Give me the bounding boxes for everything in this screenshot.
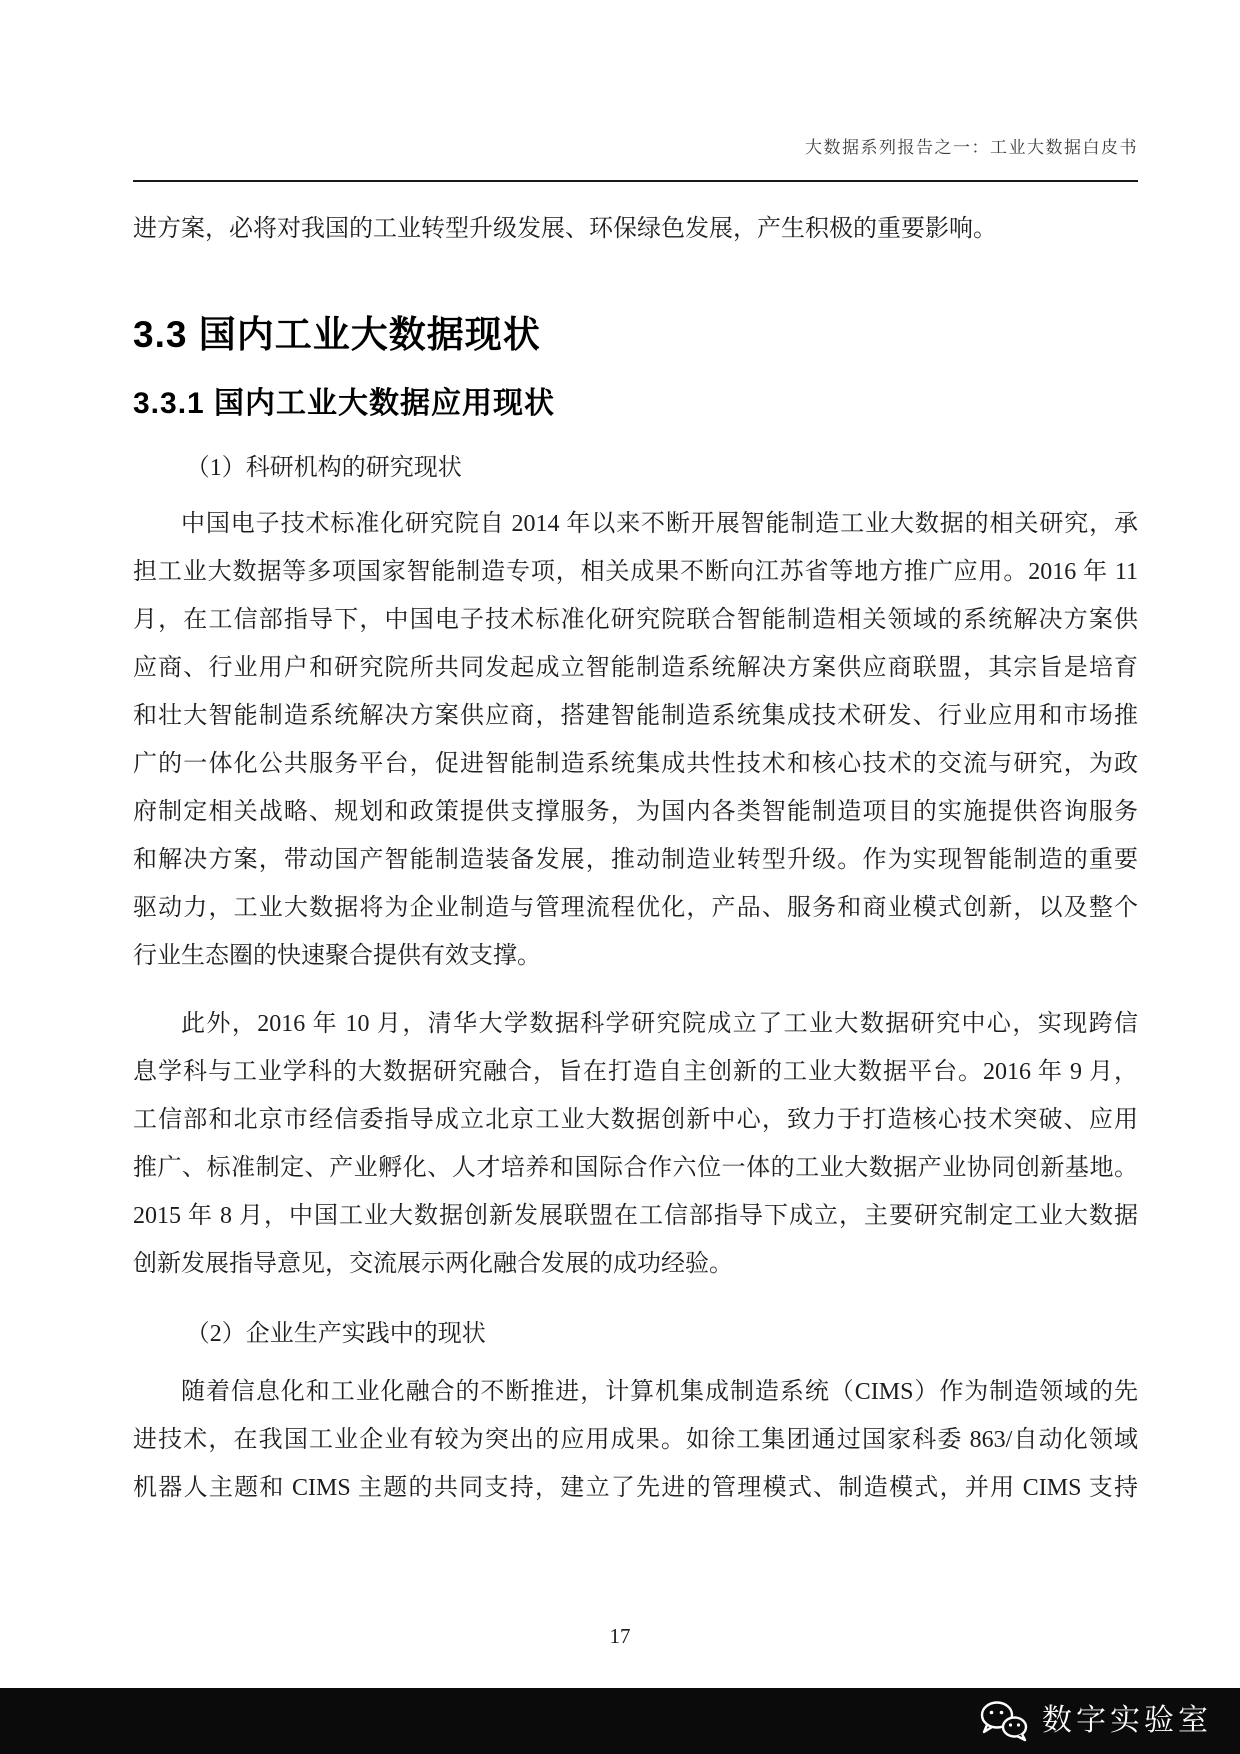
body-line: 推广、标准制定、产业孵化、人才培养和国际合作六位一体的工业大数据产业协同创新基地。	[133, 1155, 1138, 1181]
body-line: 创新发展指导意见，交流展示两化融合发展的成功经验。	[133, 1251, 733, 1277]
header-rule	[133, 180, 1138, 182]
body-line: 月，在工信部指导下，中国电子技术标准化研究院联合智能制造相关领域的系统解决方案供	[133, 607, 1138, 633]
body-line: 2015 年 8 月，中国工业大数据创新发展联盟在工信部指导下成立，主要研究制定工业大数据	[133, 1203, 1138, 1229]
list-item-2: （2）企业生产实践中的现状	[185, 1321, 486, 1347]
paragraph-enterprise-practice	[133, 1368, 1138, 1512]
wechat-icon	[978, 1700, 1030, 1742]
body-line: 驱动力，工业大数据将为企业制造与管理流程优化，产品、服务和商业模式创新，以及整个	[133, 895, 1138, 921]
body-line: 府制定相关战略、规划和政策提供支撑服务，为国内各类智能制造项目的实施提供咨询服务	[133, 799, 1138, 825]
body-line: 中国电子技术标准化研究院自 2014 年以来不断开展智能制造工业大数据的相关研究，承	[181, 511, 1138, 537]
list-item-1: （1）科研机构的研究现状	[185, 455, 462, 481]
body-line: 担工业大数据等多项国家智能制造专项，相关成果不断向江苏省等地方推广应用。2016 年 11	[133, 559, 1138, 585]
body-line: 进技术，在我国工业企业有较为突出的应用成果。如徐工集团通过国家科委 863/自动化领域	[133, 1427, 1138, 1453]
body-line: 进方案，必将对我国的工业转型升级发展、环保绿色发展，产生积极的重要影响。	[133, 216, 997, 242]
section-heading-3-3-1: 3.3.1 国内工业大数据应用现状	[133, 387, 556, 420]
body-line: 和解决方案，带动国产智能制造装备发展，推动制造业转型升级。作为实现智能制造的重要	[133, 847, 1138, 873]
brand-name: 数字实验室	[1042, 1704, 1212, 1737]
running-header: 大数据系列报告之一：工业大数据白皮书	[805, 138, 1138, 157]
section-heading-3-3: 3.3 国内工业大数据现状	[133, 314, 541, 355]
body-line: 息学科与工业学科的大数据研究融合，旨在打造自主创新的工业大数据平台。2016 年 9 月，	[133, 1059, 1138, 1085]
body-line: 应商、行业用户和研究院所共同发起成立智能制造系统解决方案供应商联盟，其宗旨是培育	[133, 655, 1138, 681]
paragraph-continuation	[133, 206, 1138, 252]
body-line: 机器人主题和 CIMS 主题的共同支持，建立了先进的管理模式、制造模式，并用 CIMS 支持	[133, 1475, 1138, 1501]
body-line: 行业生态圈的快速聚合提供有效支撑。	[133, 943, 541, 969]
body-line: 随着信息化和工业化融合的不断推进，计算机集成制造系统（CIMS）作为制造领域的先	[181, 1379, 1138, 1405]
brand-watermark	[978, 1700, 1212, 1742]
body-line: 广的一体化公共服务平台，促进智能制造系统集成共性技术和核心技术的交流与研究，为政	[133, 751, 1138, 777]
body-line: 此外，2016 年 10 月，清华大学数据科学研究院成立了工业大数据研究中心，实现跨信	[181, 1011, 1138, 1037]
body-line: 工信部和北京市经信委指导成立北京工业大数据创新中心，致力于打造核心技术突破、应用	[133, 1107, 1138, 1133]
paragraph-research-institutes	[133, 500, 1138, 980]
body-line: 和壮大智能制造系统解决方案供应商，搭建智能制造系统集成技术研发、行业应用和市场推	[133, 703, 1138, 729]
paragraph-innovation-centers	[133, 1000, 1138, 1288]
page-number: 17	[609, 1624, 631, 1648]
footer-bar	[0, 1688, 1240, 1754]
